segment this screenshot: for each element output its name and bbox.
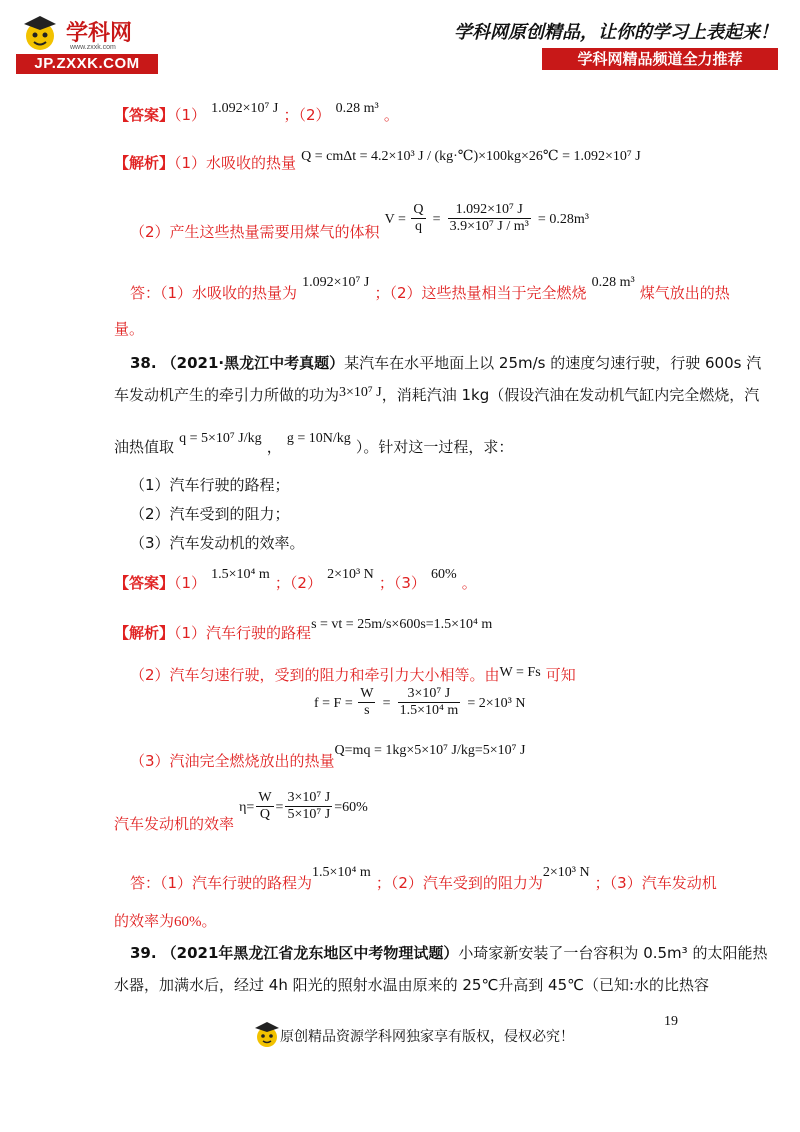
equation-rhs: =60% [334, 800, 368, 815]
analysis-tag: 【解析】 [114, 624, 175, 642]
sub-question-2: （2）汽车受到的阻力； [130, 505, 290, 523]
answer-tag: 【答案】 [114, 574, 175, 592]
answer-end: 。 [461, 574, 477, 592]
q38-analysis-2 [130, 660, 576, 684]
numerator: W [360, 686, 374, 701]
question-source: （2021·黑龙江中考真题） [161, 354, 345, 372]
final-value: 0.28 m³ [591, 275, 635, 290]
final-text: ；（2）汽车受到的阻力为 [375, 874, 543, 892]
denominator: 3.9×10⁷ J / m³ [449, 219, 529, 234]
answer-value: 0.28 m³ [335, 101, 379, 116]
answer-part-label: ；（3） [378, 574, 426, 592]
answer-value: 1.5×10⁴ m [211, 567, 270, 582]
analysis-tag: 【解析】 [114, 154, 175, 172]
final-text: 煤气放出的热 [639, 284, 730, 302]
equation-lhs: η= [239, 800, 255, 815]
channel-badge: 学科网精品频道全力推荐 [542, 48, 778, 70]
final-text: 答：（1）水吸收的热量为 [130, 284, 298, 302]
q38-stem-line3 [114, 426, 514, 456]
final-text: 。 [201, 912, 217, 930]
q38-analysis-3 [130, 738, 526, 770]
question-number: 38. [130, 354, 157, 372]
denominator: Q [259, 807, 270, 822]
q39-stem-line2: 水器，加满水后，经过 4h 阳光的照射水温由原来的 25℃升高到 45℃（已知:水的比热容 [114, 976, 710, 994]
final-value: 1.092×10⁷ J [302, 275, 370, 290]
final-value: 60% [174, 914, 202, 930]
q37-analysis-1 [114, 149, 641, 173]
analysis-text: （3）汽油完全燃烧放出的热量 [130, 752, 335, 770]
final-text: 的效率为 [114, 912, 175, 930]
numerator: Q [413, 202, 424, 217]
separator: ， [266, 438, 282, 456]
q38-final-answer [130, 860, 717, 892]
stem-equation: g = 10N/kg [286, 431, 351, 446]
numerator: 1.092×10⁷ J [448, 202, 531, 219]
answer-part-label: ；（2） [274, 574, 322, 592]
final-text-cont: 量。 [114, 320, 145, 338]
q38-answer-line [114, 562, 477, 592]
fraction [358, 686, 375, 719]
site-logo[interactable] [16, 14, 156, 76]
analysis-text: （2）汽车匀速行驶，受到的阻力和牵引力大小相等。由 [130, 666, 500, 684]
answer-part-label: （1） [174, 106, 207, 124]
equation-rhs: = 2×10³ N [467, 696, 526, 711]
mascot-icon [18, 14, 64, 54]
answer-tag: 【答案】 [114, 106, 175, 124]
final-value: 1.5×10⁴ m [312, 865, 371, 880]
analysis-text: （2）产生这些热量需要用煤气的体积 [130, 223, 380, 241]
equation-rhs: = 0.28m³ [537, 212, 589, 227]
q37-answer-line [114, 101, 399, 125]
numerator: W [258, 790, 272, 805]
q38-stem-line2 [114, 384, 759, 405]
fraction [285, 790, 332, 823]
answer-part-label: ；（2） [283, 106, 331, 124]
final-text: 答：（1）汽车行驶的路程为 [130, 874, 313, 892]
analysis-equation: s = vt = 25m/s×600s=1.5×10⁴ m [311, 617, 493, 632]
analysis-text: 可知 [545, 666, 576, 684]
denominator: s [364, 703, 370, 718]
analysis-text: （1）水吸收的热量 [174, 154, 297, 172]
q38-formula-f: f = F = $\frac{W}{s}$ = $\frac{\text{3×10⁷ J}}{\text{1.5×10⁴ m}}$ = 2×10³ N [314, 686, 526, 718]
answer-end: 。 [383, 106, 399, 124]
denominator: q [414, 219, 422, 234]
question-stem: 小琦家新安装了一台容积为 0.5m³ 的太阳能热 [458, 944, 768, 962]
logo-text: 学科网 [66, 20, 133, 45]
question-stem: 车发动机产生的牵引力所做的功为 [114, 386, 340, 404]
q38-analysis-4: 汽车发动机的效率 η= $\frac{W}{Q}$ = $\frac{\text{3×10⁷ J}}{\text{5×10⁷ J}}$ =60% [114, 790, 368, 833]
denominator: 1.5×10⁴ m [399, 703, 459, 718]
copyright-notice: 原创精品资源学科网独家享有版权，侵权必究！ [280, 1029, 574, 1045]
final-value: 2×10³ N [542, 865, 590, 880]
denominator: 5×10⁷ J [287, 807, 331, 822]
analysis-equation: Q = cmΔt = 4.2×10³ J / (kg·℃)×100kg×26℃ = 1.092×10⁷ J [301, 149, 641, 164]
q39-stem-line1 [130, 942, 767, 963]
fraction [398, 686, 461, 719]
question-number: 39. [130, 944, 157, 962]
logo-url: www.zxxk.com [70, 44, 116, 51]
question-stem: ）。针对这一过程，求： [355, 438, 514, 456]
analysis-text: 汽车发动机的效率 [114, 815, 235, 833]
question-stem: ，消耗汽油 1kg（假设汽油在发动机气缸内完全燃烧，汽 [381, 386, 760, 404]
mascot-icon [254, 1020, 280, 1050]
q38-analysis-1 [114, 612, 493, 642]
logo-domain: JP.ZXXK.COM [16, 54, 158, 74]
q37-analysis-2: （2）产生这些热量需要用煤气的体积 V = $\frac{Q}{q}$ = $\frac{\text{1.092×10⁷ J}}{\text{3.9×10⁷ J / m³}}$ = 0.28m³ [130, 202, 589, 241]
stem-equation: 3×10⁷ J [339, 385, 382, 400]
fraction [448, 202, 531, 235]
equation-lhs: f = F = [314, 696, 357, 711]
answer-part-label: （1） [174, 574, 207, 592]
final-text: ；（3）汽车发动机 [594, 874, 717, 892]
numerator: 3×10⁷ J [398, 686, 461, 703]
analysis-equation: W = Fs [499, 665, 541, 680]
equation-lhs: V = [384, 212, 410, 227]
question-stem: 油热值取 [114, 438, 175, 456]
answer-value: 60% [431, 567, 457, 582]
stem-equation: q = 5×10⁷ J/kg [179, 431, 262, 446]
q37-final-answer [130, 270, 730, 302]
fraction [256, 790, 273, 823]
question-stem: 某汽车在水平地面上以 25m/s 的速度匀速行驶，行驶 600s 汽 [344, 354, 762, 372]
page-number: 19 [664, 1014, 678, 1029]
sub-question-1: （1）汽车行驶的路程； [130, 476, 290, 494]
sub-question-3: （3）汽车发动机的效率。 [130, 534, 305, 552]
fraction [411, 202, 425, 235]
q38-stem-line1 [130, 352, 761, 373]
header-slogan: 学科网原创精品，让你的学习上表起来！ [454, 22, 778, 43]
final-text: ；（2）这些热量相当于完全燃烧 [374, 284, 587, 302]
question-source: （2021年黑龙江省龙东地区中考物理试题） [161, 944, 459, 962]
q38-final-answer-cont [114, 910, 217, 931]
numerator: 3×10⁷ J [287, 790, 331, 805]
answer-value: 2×10³ N [327, 567, 374, 582]
analysis-equation: Q=mq = 1kg×5×10⁷ J/kg=5×10⁷ J [334, 743, 526, 758]
answer-value: 1.092×10⁷ J [211, 101, 279, 116]
analysis-text: （1）汽车行驶的路程 [174, 624, 312, 642]
